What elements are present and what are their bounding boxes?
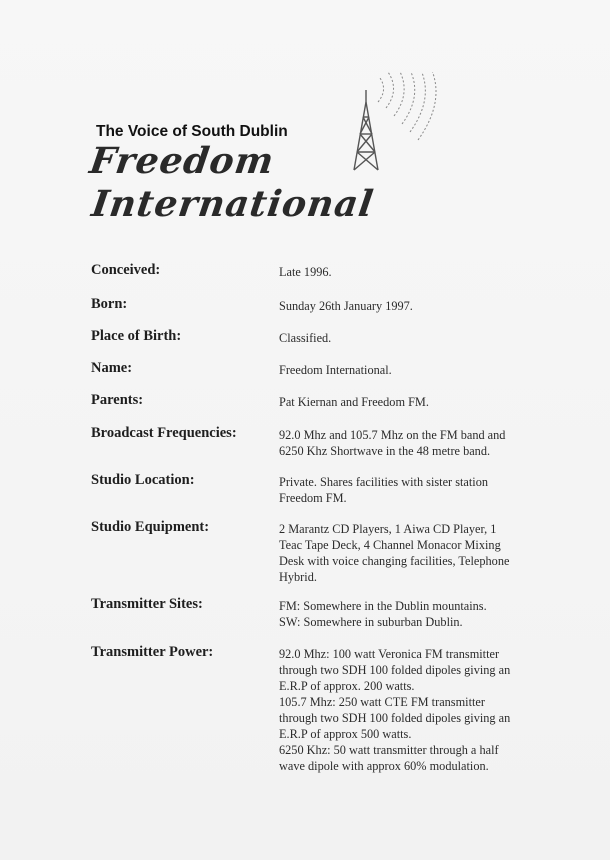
field-value-line: 6250 Khz Shortwave in the 48 metre band. bbox=[279, 444, 491, 458]
field-value bbox=[279, 427, 529, 459]
field-value-line: SW: Somewhere in suburban Dublin. bbox=[279, 615, 463, 629]
field-value-line: 92.0 Mhz: 100 watt Veronica FM transmitter bbox=[279, 647, 500, 661]
title-international: International bbox=[89, 183, 377, 225]
field-value bbox=[279, 646, 529, 774]
title-freedom: Freedom bbox=[87, 140, 277, 182]
field-label: Parents: bbox=[91, 392, 144, 408]
tagline: The Voice of South Dublin bbox=[96, 123, 288, 140]
field-label: Studio Location: bbox=[91, 472, 195, 488]
field-value-line: Freedom International. bbox=[279, 363, 392, 377]
field-label: Name: bbox=[91, 360, 133, 376]
field-value-line: wave dipole with approx 60% modulation. bbox=[279, 759, 489, 773]
field-label: Transmitter Power: bbox=[91, 644, 214, 660]
field-label: Conceived: bbox=[91, 262, 161, 278]
field-value-line: Desk with voice changing facilities, Telephone bbox=[279, 554, 510, 568]
field-value bbox=[279, 330, 529, 346]
field-value bbox=[279, 521, 529, 585]
field-value-line: Sunday 26th January 1997. bbox=[279, 299, 413, 313]
radio-tower-icon bbox=[348, 72, 458, 177]
field-value-line: Hybrid. bbox=[279, 570, 317, 584]
field-value-line: Late 1996. bbox=[279, 265, 332, 279]
field-value-line: through two SDH 100 folded dipoles giving an bbox=[279, 711, 511, 725]
field-value-line: E.R.P of approx. 200 watts. bbox=[279, 679, 415, 693]
field-value-line: Pat Kiernan and Freedom FM. bbox=[279, 395, 429, 409]
field-value-line: 2 Marantz CD Players, 1 Aiwa CD Player, 1 bbox=[279, 522, 497, 536]
field-value-line: Classified. bbox=[279, 331, 332, 345]
field-label: Studio Equipment: bbox=[91, 519, 210, 535]
field-value-line: 92.0 Mhz and 105.7 Mhz on the FM band and bbox=[279, 428, 506, 442]
field-value-line: FM: Somewhere in the Dublin mountains. bbox=[279, 599, 487, 613]
field-value-line: E.R.P of approx 500 watts. bbox=[279, 727, 412, 741]
field-value bbox=[279, 394, 529, 410]
field-label: Broadcast Frequencies: bbox=[91, 425, 237, 441]
field-value bbox=[279, 362, 529, 378]
field-value bbox=[279, 598, 529, 630]
field-value-line: through two SDH 100 folded dipoles giving an bbox=[279, 663, 511, 677]
field-label: Place of Birth: bbox=[91, 328, 182, 344]
field-value-line: Private. Shares facilities with sister station bbox=[279, 475, 489, 489]
field-value bbox=[279, 298, 529, 314]
field-value-line: 6250 Khz: 50 watt transmitter through a half bbox=[279, 743, 499, 757]
field-label: Born: bbox=[91, 296, 128, 312]
field-value bbox=[279, 474, 529, 506]
field-value-line: Teac Tape Deck, 4 Channel Monacor Mixing bbox=[279, 538, 501, 552]
field-value bbox=[279, 264, 529, 280]
field-label: Transmitter Sites: bbox=[91, 596, 203, 612]
field-value-line: Freedom FM. bbox=[279, 491, 347, 505]
field-value-line: 105.7 Mhz: 250 watt CTE FM transmitter bbox=[279, 695, 485, 709]
